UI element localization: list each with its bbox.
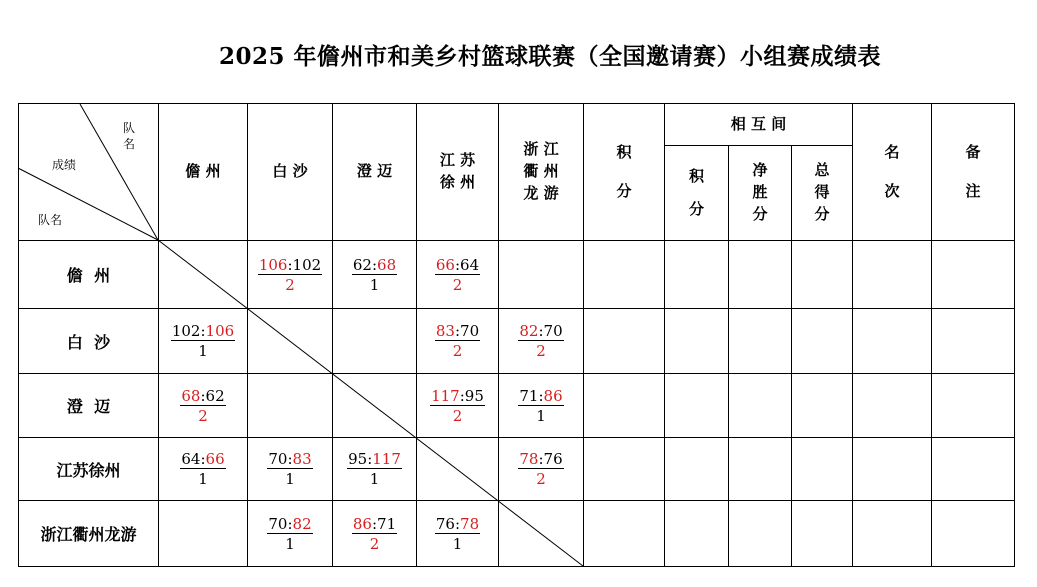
score-line: [435, 256, 480, 275]
score-away: 76: [543, 450, 563, 468]
score-line: [180, 450, 225, 469]
score-cell: [248, 241, 332, 308]
page-title: 2025 年儋州市和美乡村篮球联赛（全国邀请赛）小组赛成绩表: [218, 43, 882, 70]
row-header-team-1: [19, 241, 158, 308]
match-points: 2: [536, 342, 546, 360]
match-points: 1: [285, 534, 295, 553]
col-header-team-1: [159, 104, 247, 240]
score-separator: :: [371, 255, 378, 274]
col-header-team-2: [248, 104, 332, 240]
net-wins-line2: 胜: [752, 183, 768, 202]
row-header-label: 儋 州: [66, 266, 111, 285]
score-away: 71: [377, 514, 397, 533]
col-header-label-line1: 浙 江: [523, 140, 559, 159]
score-away: 68: [377, 255, 397, 274]
col-header-net-wins: [729, 146, 791, 240]
score-cell: [499, 374, 583, 437]
col-header-label-line1: 江 苏: [439, 151, 476, 170]
rank-label-line2: 次: [884, 182, 900, 200]
score-line: [171, 322, 235, 341]
score-home: 70: [268, 450, 288, 468]
corner-label-team-bottom: 队名: [38, 213, 63, 227]
match-points: 2: [198, 406, 208, 425]
score-away: 82: [292, 514, 312, 533]
col-header-points: [584, 104, 664, 240]
score-away: 64: [460, 255, 480, 274]
score-away: 86: [543, 386, 563, 405]
net-wins-line3: 分: [752, 204, 768, 223]
score-separator: :: [538, 386, 544, 405]
score-home: 117: [431, 386, 460, 405]
score-away: 62: [205, 386, 225, 405]
score-home: 62: [352, 255, 372, 274]
score-home: 64: [181, 450, 201, 468]
points-label-line2: 分: [616, 182, 632, 200]
score-line: [352, 515, 397, 534]
score-separator: :: [200, 322, 206, 340]
row-header-label: 浙江衢州龙游: [40, 525, 137, 544]
score-separator: :: [459, 386, 465, 405]
score-home: 68: [181, 386, 201, 405]
score-home: 86: [352, 514, 372, 533]
col-header-remark: [932, 104, 1014, 240]
remark-label-line1: 备: [965, 143, 981, 161]
score-separator: :: [200, 450, 206, 468]
col-header-team-5: [499, 104, 583, 240]
corner-label-team-top: 队名: [123, 121, 136, 151]
match-points: 2: [452, 342, 463, 360]
score-line: [518, 322, 563, 341]
match-points: 2: [452, 406, 463, 425]
score-line: [518, 387, 563, 406]
score-home: 71: [519, 386, 539, 405]
col-header-label: 儋 州: [185, 162, 221, 181]
total-score-line2: 得: [814, 183, 830, 202]
score-cell: [333, 241, 416, 308]
score-away: 70: [460, 322, 480, 340]
score-line: [267, 450, 312, 469]
score-separator: :: [287, 450, 293, 468]
score-home: 102: [171, 322, 201, 340]
match-points: 1: [198, 470, 208, 488]
score-cell: [417, 501, 498, 566]
corner-label-score: 成绩: [52, 158, 77, 172]
remark-label-line2: 注: [965, 182, 981, 200]
row-header-team-3: [19, 374, 158, 437]
score-away: 95: [464, 386, 484, 405]
row-header-label: 白 沙: [66, 332, 111, 352]
score-separator: :: [538, 322, 544, 340]
score-separator: :: [538, 450, 544, 468]
row-header-team-2: [19, 309, 158, 373]
score-separator: :: [367, 450, 373, 468]
col-header-team-3: [333, 104, 416, 240]
total-score-line1: 总: [814, 161, 830, 180]
score-away: 70: [543, 322, 563, 340]
col-header-rank: [853, 104, 931, 240]
score-home: 70: [268, 514, 288, 533]
score-cell: [333, 501, 416, 566]
total-score-line3: 分: [814, 204, 830, 223]
mutual-points-line1: 积: [688, 167, 704, 185]
score-cell: [417, 241, 498, 308]
score-line: [180, 387, 225, 406]
score-home: 106: [258, 255, 288, 274]
score-cell: [248, 438, 332, 500]
score-cell: [159, 438, 247, 500]
score-home: 76: [435, 514, 455, 533]
match-points: 1: [369, 275, 380, 294]
score-line: [435, 322, 480, 341]
col-header-mutual: [665, 104, 852, 145]
rank-label-line1: 名: [884, 143, 900, 161]
col-header-label: 澄 迈: [356, 162, 393, 181]
score-cell: [499, 309, 583, 373]
score-cell: [499, 438, 583, 500]
score-home: 83: [435, 322, 455, 340]
score-away: 117: [372, 450, 401, 468]
score-home: 82: [519, 322, 539, 340]
mutual-points-line2: 分: [688, 200, 704, 218]
score-home: 95: [348, 450, 368, 468]
net-wins-line1: 净: [752, 161, 768, 180]
match-points: 2: [536, 470, 546, 488]
score-away: 106: [205, 322, 235, 340]
score-separator: :: [454, 514, 461, 533]
row-header-team-5: [19, 501, 158, 566]
match-points: 1: [198, 342, 208, 360]
score-line: [352, 256, 397, 275]
score-line: [258, 256, 322, 275]
score-cell: [159, 374, 247, 437]
col-header-label-line2: 徐 州: [439, 173, 476, 191]
score-home: 78: [519, 450, 539, 468]
match-points: 2: [452, 275, 463, 294]
match-points: 1: [536, 406, 546, 425]
score-line: [347, 450, 402, 469]
match-points: 1: [285, 470, 295, 488]
row-header-label: 江苏徐州: [56, 460, 121, 480]
score-line: [435, 515, 480, 534]
score-cell: [248, 501, 332, 566]
score-cell: [333, 438, 416, 500]
score-separator: :: [454, 322, 461, 340]
score-home: 66: [435, 255, 455, 274]
match-points: 2: [369, 534, 380, 553]
score-separator: :: [287, 514, 293, 533]
match-points: 1: [369, 470, 380, 488]
score-cell: [417, 309, 498, 373]
score-away: 83: [292, 450, 312, 468]
score-separator: :: [454, 255, 461, 274]
col-header-team-4: [417, 104, 498, 240]
row-header-team-4: [19, 438, 158, 500]
col-header-total-score: [792, 146, 852, 240]
score-away: 66: [205, 450, 225, 468]
score-cell: [159, 309, 247, 373]
score-line: [518, 450, 563, 469]
score-away: 78: [460, 514, 480, 533]
col-header-mutual-points: [665, 146, 728, 240]
col-header-label-line2: 衢 州: [523, 162, 559, 181]
score-line: [267, 515, 312, 534]
match-points: 2: [285, 275, 295, 294]
match-points: 1: [452, 534, 463, 553]
score-cell: [417, 374, 498, 437]
score-line: [430, 387, 485, 406]
score-separator: :: [287, 255, 293, 274]
score-separator: :: [371, 514, 378, 533]
row-header-label: 澄 迈: [66, 397, 111, 416]
score-away: 102: [292, 255, 322, 274]
score-separator: :: [200, 386, 206, 405]
col-header-label-line3: 龙 游: [523, 183, 559, 202]
col-header-label: 白 沙: [272, 162, 308, 181]
mutual-label: 相 互 间: [730, 114, 787, 133]
points-label-line1: 积: [616, 143, 632, 161]
